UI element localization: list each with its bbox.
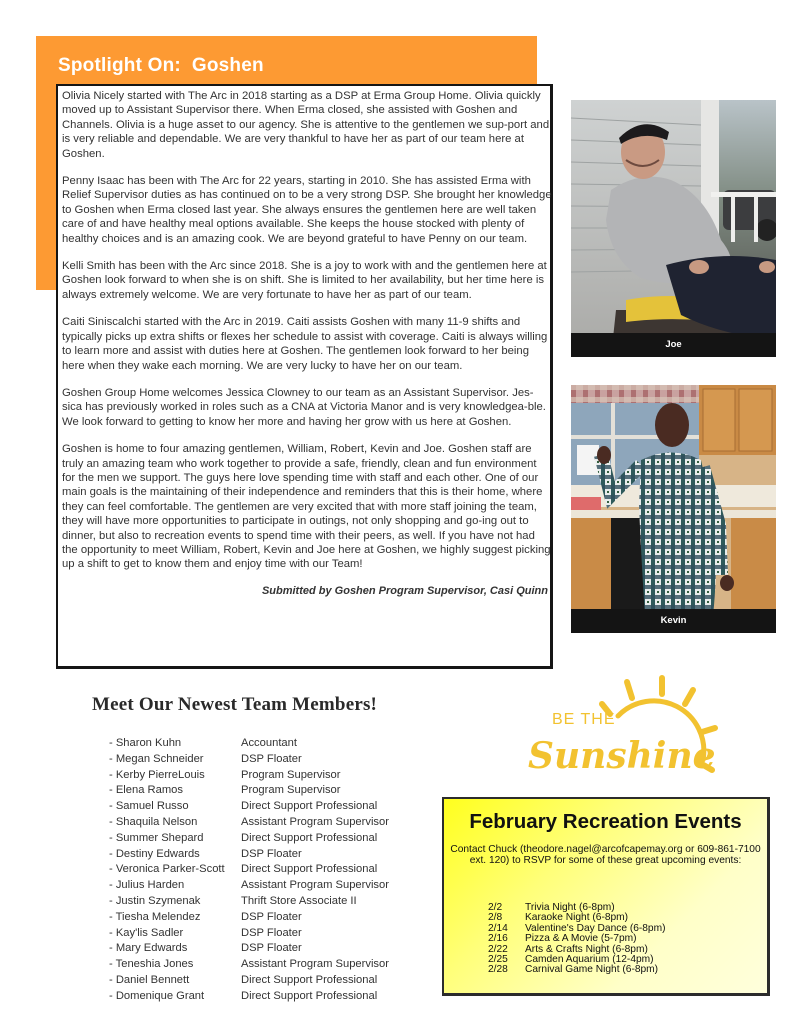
member-row [109,847,389,863]
event-date: 2/28 [488,964,508,976]
photo-joe [571,100,776,357]
members-list [109,736,389,1005]
event-date: 2/25 [488,954,508,966]
member-name: - Megan Schneider [109,752,204,765]
event-name: Carnival Game Night (6-8pm) [525,964,659,976]
story-paragraph-olivia: Olivia Nicely started with The Arc in 2018 starting as a DSP at Erma Group Home. Olivia quickly moved up to Assistant Supervisor there. When Erma closed, she assisted with Goshen and Channels. Olivia is a huge asset to our agency. She is attentive to the gentlemen we sup-port and is very reliable and dependable. We are very thankful to have her as part of our team here at Goshen. [62,90,550,160]
member-row [109,783,389,799]
photo-caption-joe: Joe [571,333,776,357]
member-name: - Tiesha Melendez [109,910,201,923]
member-row [109,752,389,768]
member-name: - Kerby PierreLouis [109,768,205,781]
events-list [488,903,665,976]
photo-joe-image [571,100,776,357]
event-date: 2/16 [488,933,508,945]
member-row [109,989,389,1005]
member-role: Direct Support Professional [241,831,378,844]
member-row [109,815,389,831]
event-name: Pizza & A Movie (5-7pm) [525,933,637,945]
member-role: DSP Floater [241,910,302,923]
member-name: - Daniel Bennett [109,973,190,986]
member-row [109,799,389,815]
story-paragraph-jessica: Goshen Group Home welcomes Jessica Clowney to our team as an Assistant Supervisor. Jes-sica has previously worked in roles such as a CNA at Victoria Manor and is very knowledgea-ble. We look forward to getting to know her more and having her grow with us here at Goshen. [62,386,546,428]
member-name: - Elena Ramos [109,784,183,797]
member-role: Direct Support Professional [241,989,378,1002]
member-row [109,894,389,910]
member-name: - Justin Szymenak [109,894,201,907]
member-row [109,878,389,894]
event-name: Camden Aquarium (12-4pm) [525,954,654,966]
member-role: DSP Floater [241,752,302,765]
member-row [109,941,389,957]
sun-ray [627,682,632,698]
member-role: Accountant [241,737,297,749]
member-name: - Samuel Russo [109,800,189,813]
photo-kevin [571,385,776,633]
members-title: Meet Our Newest Team Members! [92,694,378,715]
member-row [109,862,389,878]
member-name: - Mary Edwards [109,942,188,955]
member-name: - Shaquila Nelson [109,815,198,828]
member-name: - Sharon Kuhn [109,737,182,749]
member-role: DSP Floater [241,847,302,860]
member-name: - Destiny Edwards [109,847,200,860]
event-name: Karaoke Night (6-8pm) [525,912,629,924]
story-paragraph-caiti: Caiti Siniscalchi started with the Arc in 2019. Caiti assists Goshen with many 11-9 shifts and typically picks up extra shifts or flexes her schedule to assist with coverage. Caiti is always willing to learn more and assist with duties here at Goshen. The gentlemen look forward to her being here when they wake each morning. We are very lucky to have her on our team. [62,316,548,372]
member-role: Program Supervisor [241,784,341,797]
spotlight-title: Spotlight On: Goshen [58,55,264,76]
logo-line1: BE THE [552,711,616,728]
member-row [109,926,389,942]
event-date: 2/8 [488,912,503,924]
member-role: Direct Support Professional [241,800,378,813]
events-contact: Contact Chuck (theodore.nagel@arcofcapemay.org or 609-861-7100 ext. 120) to RSVP for some of these great upcoming events: [450,844,761,866]
member-row [109,973,389,989]
member-role: Direct Support Professional [241,973,378,986]
story-paragraph-goshen: Goshen is home to four amazing gentlemen, William, Robert, Kevin and Joe. Goshen staff are truly an amazing team who work together to provide a safe, friendly, clean and fun environment for the men we support. The guys here love spending time with staff and each other. One of our main goals is the maintaining of their independence and reminders that this is their home, where they can feel comfortable. The gentlemen are very excited that with more staff joining the team, they will have more opportunities to participate in outings, not only shopping and go-ing out to dinner, but also to recreation events to spend time with their peers, as well. If you have not had the opportunity to meet William, Robert, Kevin and Joe here at Goshen, we highly suggest picking up a shift to get to know them and enjoy time with our Team! [62,443,551,571]
member-name: - Teneshia Jones [109,958,194,971]
event-name: Trivia Night (6-8pm) [525,902,615,913]
events-box [442,797,770,996]
member-name: - Kay'lis Sadler [109,926,184,939]
photo-caption-kevin: Kevin [571,609,776,633]
member-name: - Summer Shepard [109,831,204,844]
member-row [109,736,389,752]
member-role: DSP Floater [241,926,302,939]
member-name: - Veronica Parker-Scott [109,863,225,876]
member-row [109,957,389,973]
event-row [488,965,665,975]
member-role: Program Supervisor [241,768,341,781]
photo-kevin-image [571,385,776,633]
member-name: - Julius Harden [109,879,185,892]
member-row [109,910,389,926]
member-row [109,831,389,847]
be-the-sunshine-logo [490,668,740,786]
event-name: Valentine's Day Dance (6-8pm) [525,922,666,934]
event-date: 2/22 [488,943,508,955]
member-role: DSP Floater [241,942,302,955]
story-paragraph-kelli: Kelli Smith has been with the Arc since 2018. She is a joy to work with and the gentlemen here at Goshen look forward to when she is on shift. She is limited to her availability, but her time here is always extremely welcome. We are very fortunate to have her as part of our team. [62,260,547,301]
member-role: Thrift Store Associate II [241,894,357,907]
events-title: February Recreation Events [469,810,742,833]
member-role: Assistant Program Supervisor [241,958,389,971]
member-role: Direct Support Professional [241,863,378,876]
member-name: - Domenique Grant [109,989,205,1002]
story-paragraph-penny: Penny Isaac has been with The Arc for 22 years, starting in 2010. She has assisted Erma with Relief Supervisor duties as has continued on to be a very strong DSP. She brought her knowledge to Goshen when Erma closed last year. She always ensures the gentlemen here are well taken care of and have healthy meal options available. She keeps the house stocked with plenty of healthy choices and is an amazing cook. We are beyond grateful to have Penny on our team. [62,175,552,245]
member-role: Assistant Program Supervisor [241,879,389,892]
sun-ray [685,690,693,704]
event-name: Arts & Crafts Night (6-8pm) [525,943,648,955]
sun-ray [702,728,715,732]
member-role: Assistant Program Supervisor [241,815,389,828]
event-date: 2/14 [488,922,508,934]
story-signature: Submitted by Goshen Program Supervisor, Casi Quinn [261,584,548,597]
member-row [109,768,389,784]
event-date: 2/2 [488,902,503,913]
spotlight-story-box [56,84,553,669]
logo-line2: Sunshine [528,735,716,777]
